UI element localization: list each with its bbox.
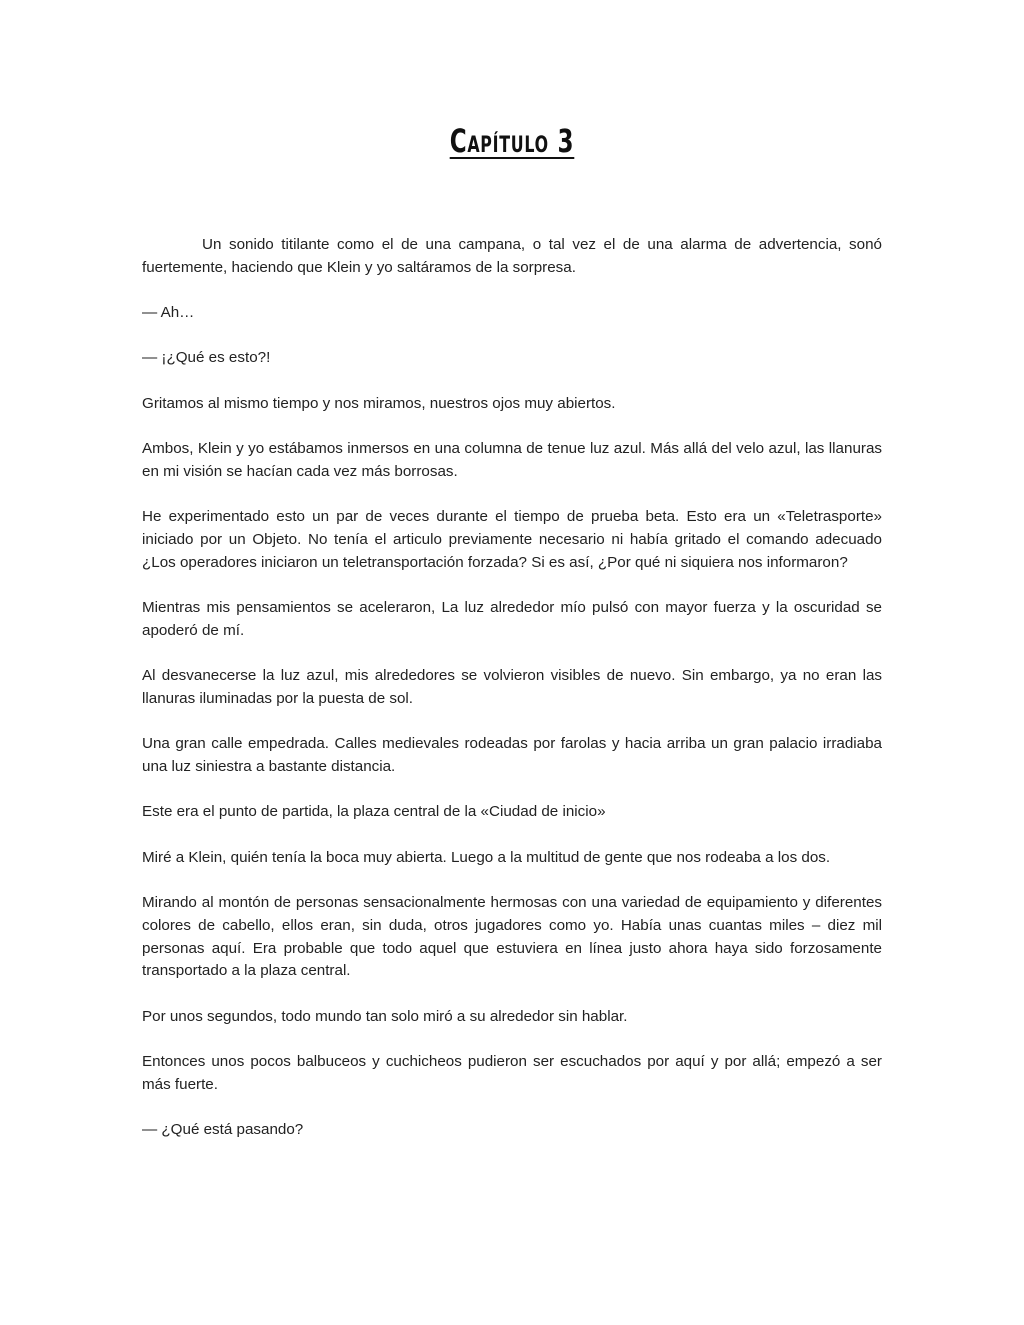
dialogue-line: — Ah… xyxy=(142,304,195,322)
paragraph: He experimentado esto un par de veces durante el tiempo de prueba beta. Esto era un «Teletrasporte» iniciado por un Objeto. No tenía el articulo previamente necesario ni había gritado el comando adecuado ¿Los operadores iniciaron un teletransportación forzada? Si es así, ¿Por qué ni siquiera nos informaron? xyxy=(142,508,882,571)
paragraph: Un sonido titilante como el de una campana, o tal vez el de una alarma de advertencia, sonó fuertemente, haciendo que Klein y yo saltáramos de la sorpresa. xyxy=(142,236,882,276)
dialogue-line: — ¡¿Qué es esto?! xyxy=(142,349,271,367)
paragraph: Al desvanecerse la luz azul, mis alrededores se volvieron visibles de nuevo. Sin embargo, ya no eran las llanuras iluminadas por la puesta de sol. xyxy=(142,667,882,707)
paragraph: Gritamos al mismo tiempo y nos miramos, nuestros ojos muy abiertos. xyxy=(142,394,616,412)
dialogue-line: — ¿Qué está pasando? xyxy=(142,1121,304,1139)
paragraph: Por unos segundos, todo mundo tan solo miró a su alrededor sin hablar. xyxy=(142,1007,628,1025)
paragraph: Miré a Klein, quién tenía la boca muy abierta. Luego a la multitud de gente que nos rodeaba a los dos. xyxy=(142,848,831,866)
chapter-body xyxy=(142,234,882,1165)
chapter-title-text: Capítulo 3 xyxy=(449,122,575,160)
paragraph: Mientras mis pensamientos se aceleraron, La luz alrededor mío pulsó con mayor fuerza y la oscuridad se apoderó de mí. xyxy=(142,599,882,639)
paragraph: Una gran calle empedrada. Calles medievales rodeadas por farolas y hacia arriba un gran palacio irradiaba una luz siniestra a bastante distancia. xyxy=(142,735,882,776)
paragraph: Este era el punto de partida, la plaza central de la «Ciudad de inicio» xyxy=(142,803,606,821)
chapter-title xyxy=(143,122,880,160)
paragraph: Entonces unos pocos balbuceos y cuchicheos pudieron ser escuchados por aquí y por allá; empezó a ser más fuerte. xyxy=(142,1053,882,1093)
paragraph: Ambos, Klein y yo estábamos inmersos en una columna de tenue luz azul. Más allá del velo azul, las llanuras en mi visión se hacían cada vez más borrosas. xyxy=(142,440,882,480)
paragraph: Mirando al montón de personas sensacionalmente hermosas con una variedad de equipamiento y diferentes colores de cabello, ellos eran, sin duda, otros jugadores como yo. Había unas cuantas miles – diez mil personas aquí. Era probable que todo aquel que estuviera en línea justo ahora haya sido forzosamente transportado a la plaza central. xyxy=(142,894,882,980)
